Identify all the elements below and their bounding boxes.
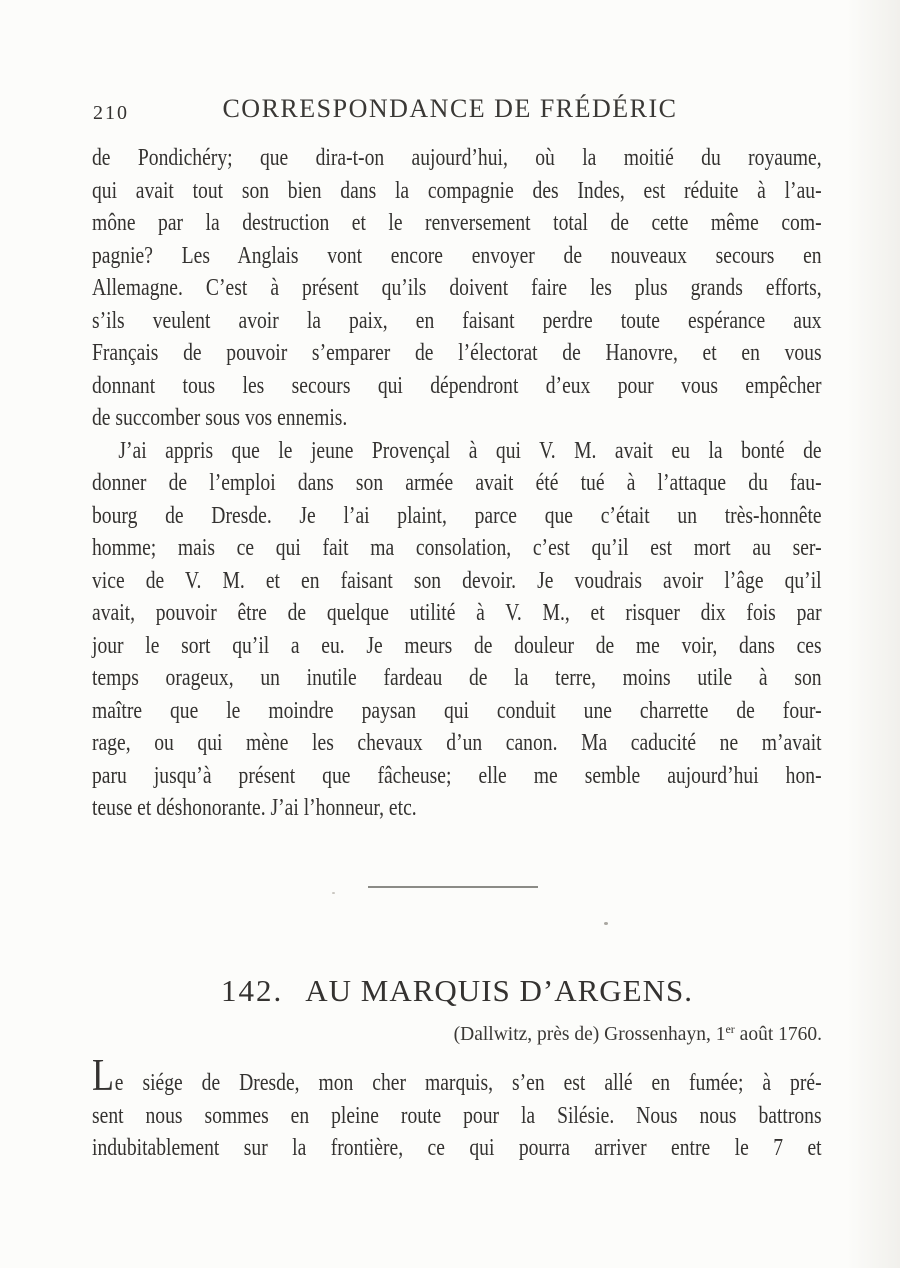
drop-cap-initial: L: [92, 1050, 115, 1100]
text-line: rage, ou qui mène les chevaux d’un canon. Ma caducité ne m’avait: [92, 729, 822, 756]
letter-dateline: [92, 1023, 822, 1048]
text-line: s’ils veulent avoir la paix, en faisant perdre toute espérance aux: [92, 306, 822, 334]
text-line: jour le sort qu’il a eu. Je meurs de douleur de me voir, dans ces: [92, 631, 822, 659]
text-line: donner de l’emploi dans son armée avait été tué à l’attaque du fau-: [92, 469, 822, 496]
letter-heading: [92, 974, 822, 1008]
text-line: temps orageux, un inutile fardeau de la terre, moins utile à son: [92, 664, 822, 691]
first-line-text: e siége de Dresde, mon cher marquis, s’en est allé en fumée; à pré-: [114, 1069, 822, 1096]
dateline-superscript: er: [725, 1022, 735, 1036]
text-line: de succomber sous vos ennemis.: [92, 404, 348, 431]
previous-letter-body: [92, 142, 822, 825]
running-header: CORRESPONDANCE DE FRÉDÉRIC: [222, 94, 678, 123]
dateline-text: août 1760.: [734, 1024, 822, 1045]
dust-speck: [332, 892, 335, 894]
letter-title: AU MARQUIS D’ARGENS.: [305, 973, 693, 1008]
text-line: donnant tous les secours qui dépendront d’eux pour vous empêcher: [92, 371, 822, 399]
page-number: 210: [93, 102, 129, 124]
text-line: [92, 1050, 822, 1100]
text-line: qui avait tout son bien dans la compagnie des Indes, est réduite à l’au-: [92, 176, 822, 204]
text-line: Allemagne. C’est à présent qu’ils doivent faire les plus grands efforts,: [92, 274, 822, 301]
text-line: maître que le moindre paysan qui conduit une charrette de four-: [92, 696, 822, 724]
text-line: sent nous sommes en pleine route pour la Silésie. Nous nous battrons: [92, 1101, 822, 1129]
text-line: de Pondichéry; que dira-t-on aujourd’hui, où la moitié du royaume,: [92, 144, 822, 171]
section-divider: [368, 886, 538, 888]
text-line: paru jusqu’à présent que fâcheuse; elle me semble aujourd’hui hon-: [92, 761, 822, 789]
dust-speck: [604, 922, 608, 925]
text-line: homme; mais ce qui fait ma consolation, c’est qu’il est mort au ser-: [92, 534, 822, 561]
text-line: J’ai appris que le jeune Provençal à qui V. M. avait eu la bonté de: [118, 436, 822, 464]
text-line: vice de V. M. et en faisant son devoir. Je voudrais avoir l’âge qu’il: [92, 566, 822, 594]
text-line: indubitablement sur la frontière, ce qui pourra arriver entre le 7 et: [92, 1134, 822, 1161]
text-line: mône par la destruction et le renversement total de cette même com-: [92, 209, 822, 236]
text-line: Français de pouvoir s’emparer de l’électorat de Hanovre, et en vous: [92, 339, 822, 366]
text-line: pagnie? Les Anglais vont encore envoyer de nouveaux secours en: [92, 241, 822, 269]
text-line: bourg de Dresde. Je l’ai plaint, parce que c’était un très-honnête: [92, 501, 822, 529]
text-line: avait, pouvoir être de quelque utilité à V. M., et risquer dix fois par: [92, 599, 822, 626]
text-line: teuse et déshonorante. J’ai l’honneur, etc.: [92, 794, 417, 821]
dateline-text: (Dallwitz, près de) Grossenhayn, 1: [453, 1024, 726, 1045]
letter-number: 142.: [221, 973, 284, 1008]
letter-opening-paragraph: [92, 1050, 822, 1165]
